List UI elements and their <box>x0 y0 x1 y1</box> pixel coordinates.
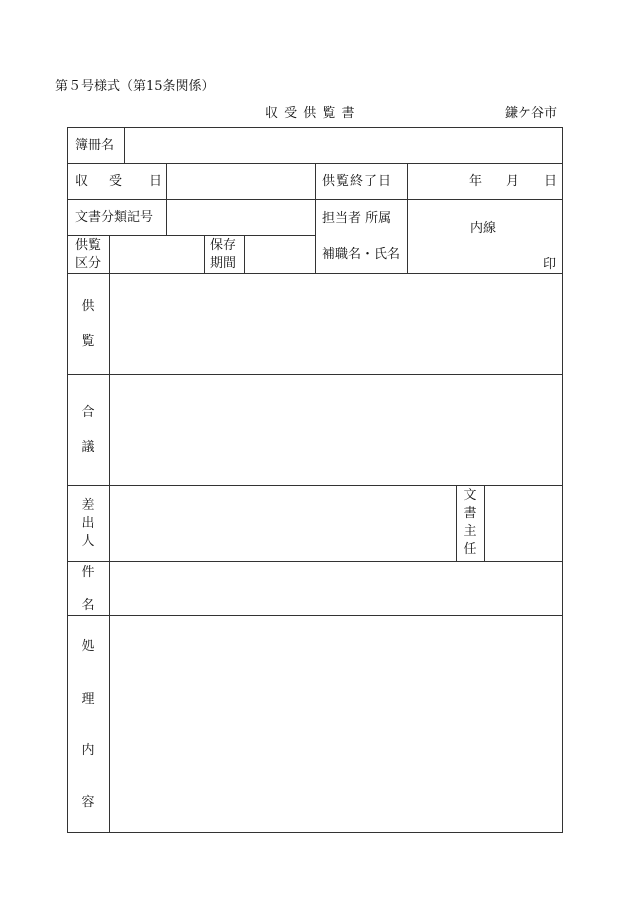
retention-period-2: 期間 <box>210 256 237 271</box>
rule-8 <box>67 615 563 616</box>
process-v1: 処 <box>81 639 95 654</box>
vline-right <box>407 163 408 273</box>
doc-chief-v3: 主 <box>463 524 477 539</box>
consult-v1: 合 <box>81 405 95 420</box>
border-bottom <box>67 832 563 833</box>
rule-6 <box>67 485 563 486</box>
person-affiliation-label: 担当者 所属 <box>322 211 392 226</box>
internal-line-label: 内線 <box>470 221 497 236</box>
seal-label: 印 <box>543 257 557 272</box>
process-v2: 理 <box>81 692 95 707</box>
process-v4: 容 <box>81 795 95 810</box>
vline-cat <box>109 235 110 273</box>
doc-chief-v2: 書 <box>463 506 477 521</box>
border-top <box>67 127 563 128</box>
vline-ledger <box>124 127 125 163</box>
ledger-label: 簿冊名 <box>75 138 115 153</box>
form-number: 第５号様式（第15条関係） <box>55 79 215 94</box>
vline-docchief-b <box>484 485 485 561</box>
day-label: 日 <box>544 174 558 189</box>
received-char-2: 受 <box>109 174 123 189</box>
rule-3 <box>67 235 316 236</box>
vline-docchief-a <box>456 485 457 561</box>
form-title: 収 受 供 覧 書 <box>265 106 356 121</box>
subject-v2: 名 <box>81 598 95 613</box>
inspection-end-label: 供覧終了日 <box>322 174 393 189</box>
border-left <box>67 127 68 833</box>
vline-retention-b <box>244 235 245 273</box>
vline-received <box>166 163 167 199</box>
vline-mid <box>315 163 316 273</box>
doc-chief-v4: 任 <box>463 542 477 557</box>
process-v3: 内 <box>81 743 95 758</box>
consult-v2: 議 <box>81 440 95 455</box>
rule-5 <box>67 374 563 375</box>
inspection-v1: 供 <box>81 299 95 314</box>
retention-period-1: 保存 <box>210 238 237 253</box>
city-name: 鎌ケ谷市 <box>505 106 558 121</box>
sender-v1: 差 <box>81 498 95 513</box>
rule-4 <box>67 273 563 274</box>
sender-v2: 出 <box>81 516 95 531</box>
assistant-name-label: 補職名・氏名 <box>322 247 401 262</box>
subject-v1: 件 <box>81 565 95 580</box>
doc-chief-v1: 文 <box>463 488 477 503</box>
rule-7 <box>67 561 563 562</box>
vline-retention-a <box>204 235 205 273</box>
vline-classification <box>166 199 167 235</box>
classification-label: 文書分類記号 <box>75 210 154 225</box>
year-label: 年 <box>469 174 483 189</box>
inspection-v2: 覧 <box>81 334 95 349</box>
inspection-category-2: 区分 <box>75 256 102 271</box>
inspection-category-1: 供覧 <box>75 238 102 253</box>
vline-label-col <box>109 273 110 833</box>
received-char-1: 収 <box>75 174 89 189</box>
month-label: 月 <box>506 174 520 189</box>
border-right <box>562 127 563 833</box>
sender-v3: 人 <box>81 534 95 549</box>
received-char-3: 日 <box>149 174 163 189</box>
